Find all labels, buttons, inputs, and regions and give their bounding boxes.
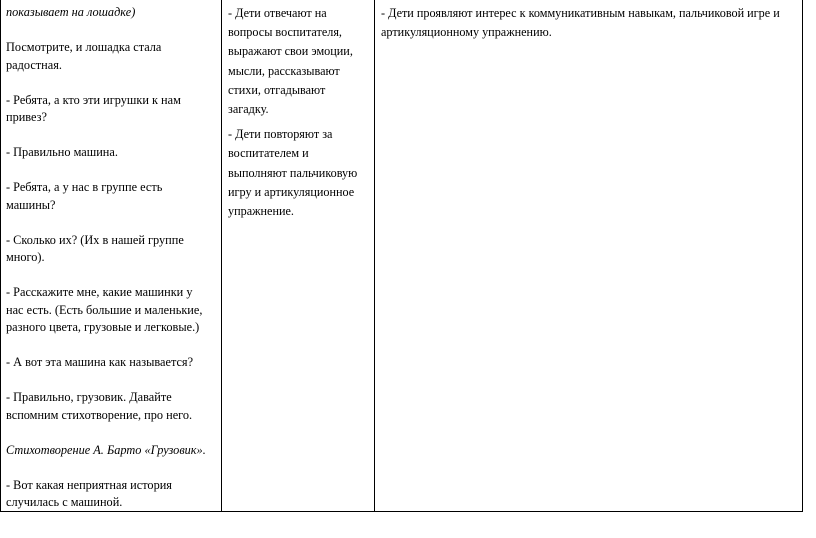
children-activity-cell (222, 0, 374, 221)
table-border-right (802, 0, 803, 512)
column-divider-2 (374, 0, 375, 512)
teacher-text-3: - Ребята, а кто эти игрушки к нам привез? (6, 92, 181, 124)
teacher-text-2: Посмотрите, и лошадка стала радостная. (6, 40, 162, 72)
teacher-text-4: - Правильно машина. (6, 145, 118, 159)
teacher-activity-cell (0, 0, 221, 512)
teacher-text-5: - Ребята, а у нас в группе есть машины? (6, 180, 163, 212)
children-text-1: - Дети отвечают на вопросы воспитателя, выражают свои эмоции, мысли, рассказывают стихи, отгадывают загадку. (228, 6, 353, 117)
teacher-text-1: показывает на лошадке) (6, 5, 136, 19)
result-text-1: - Дети проявляют интерес к коммуникативным навыкам, пальчиковой игре и артикуляционному упражнению. (381, 6, 780, 39)
children-text-2: - Дети повторяют за воспитателем и выполняют пальчиковую игру и артикуляционное упражнение. (228, 127, 358, 219)
teacher-text-7: - Расскажите мне, какие машинки у нас есть. (Есть большие и маленькие, разного цвета, грузовые и легковые.) (6, 285, 203, 334)
teacher-text-11: - Вот какая неприятная история случилась с машиной. (6, 477, 172, 509)
poem-title: Стихотворение А. Барто «Грузовик». (6, 442, 206, 457)
teacher-text-9: - Правильно, грузовик. Давайте вспомним стихотворение, про него. (6, 390, 193, 422)
teacher-text-8: - А вот эта машина как называется? (6, 355, 194, 369)
teacher-text-6: - Сколько их? (Их в нашей группе много). (6, 232, 184, 264)
expected-result-cell (375, 0, 801, 41)
